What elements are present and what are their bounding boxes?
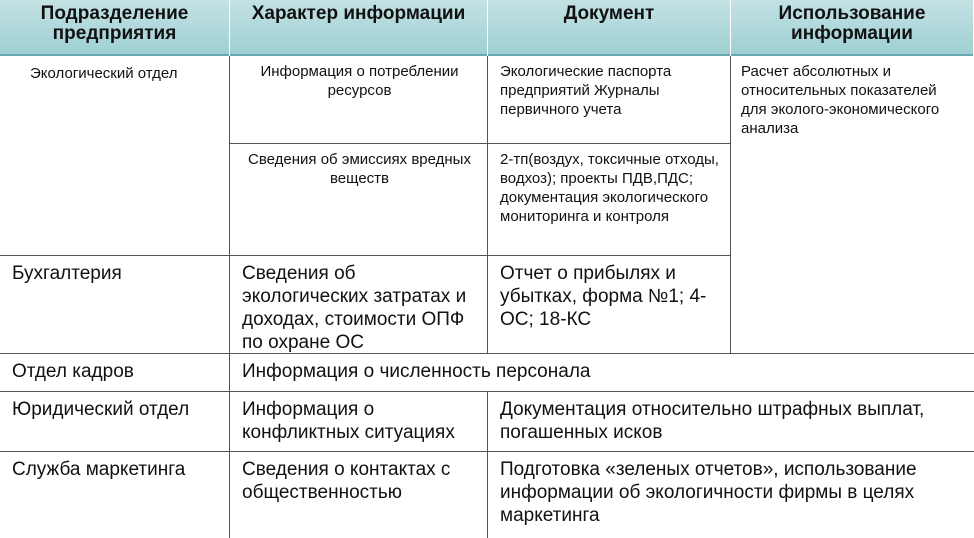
eco-info-emissions-cell: Сведения об эмиссиях вредных веществ bbox=[230, 144, 488, 256]
marketing-doc-cell: Подготовка «зеленых отчетов», использование информации об экологичности фирмы в целях маркетинга bbox=[500, 459, 917, 526]
header-document: Документ bbox=[488, 0, 731, 56]
hr-department-cell: Отдел кадров bbox=[0, 354, 230, 392]
eco-doc-reports-cell: 2-тп(воздух, токсичные отходы, водхоз); проекты ПДВ,ПДС; документация экологического мониторинга и контроля bbox=[488, 144, 731, 256]
legal-doc-cell: Документация относительно штрафных выплат, погашенных исков bbox=[488, 392, 974, 452]
marketing-department-cell: Служба маркетинга bbox=[0, 452, 230, 538]
header-usage: Использование информации bbox=[731, 0, 974, 56]
legal-department-cell: Юридический отдел bbox=[0, 392, 230, 452]
accounting-info-cell: Сведения об экологических затратах и доходах, стоимости ОПФ по охране ОС bbox=[230, 256, 488, 354]
legal-info-cell: Информация о конфликтных ситуациях bbox=[230, 392, 488, 452]
eco-doc-passports-cell: Экологические паспорта предприятий Журналы первичного учета bbox=[488, 56, 731, 144]
header-info-type: Характер информации bbox=[230, 0, 488, 56]
eco-department-cell: Экологический отдел bbox=[0, 56, 230, 256]
marketing-info-cell: Сведения о контактах с общественностью bbox=[230, 452, 488, 538]
eco-info-resources-cell: Информация о потреблении ресурсов bbox=[230, 56, 488, 144]
hr-info-cell: Информация о численность персонала bbox=[230, 354, 974, 392]
accounting-doc-cell: Отчет о прибылях и убытках, форма №1; 4-ОС; 18-КС bbox=[488, 256, 731, 354]
eco-usage-cell: Расчет абсолютных и относительных показателей для эколого-экономического анализа bbox=[731, 56, 974, 354]
header-department: Подразделение предприятия bbox=[0, 0, 230, 56]
accounting-department-cell: Бухгалтерия bbox=[0, 256, 230, 354]
